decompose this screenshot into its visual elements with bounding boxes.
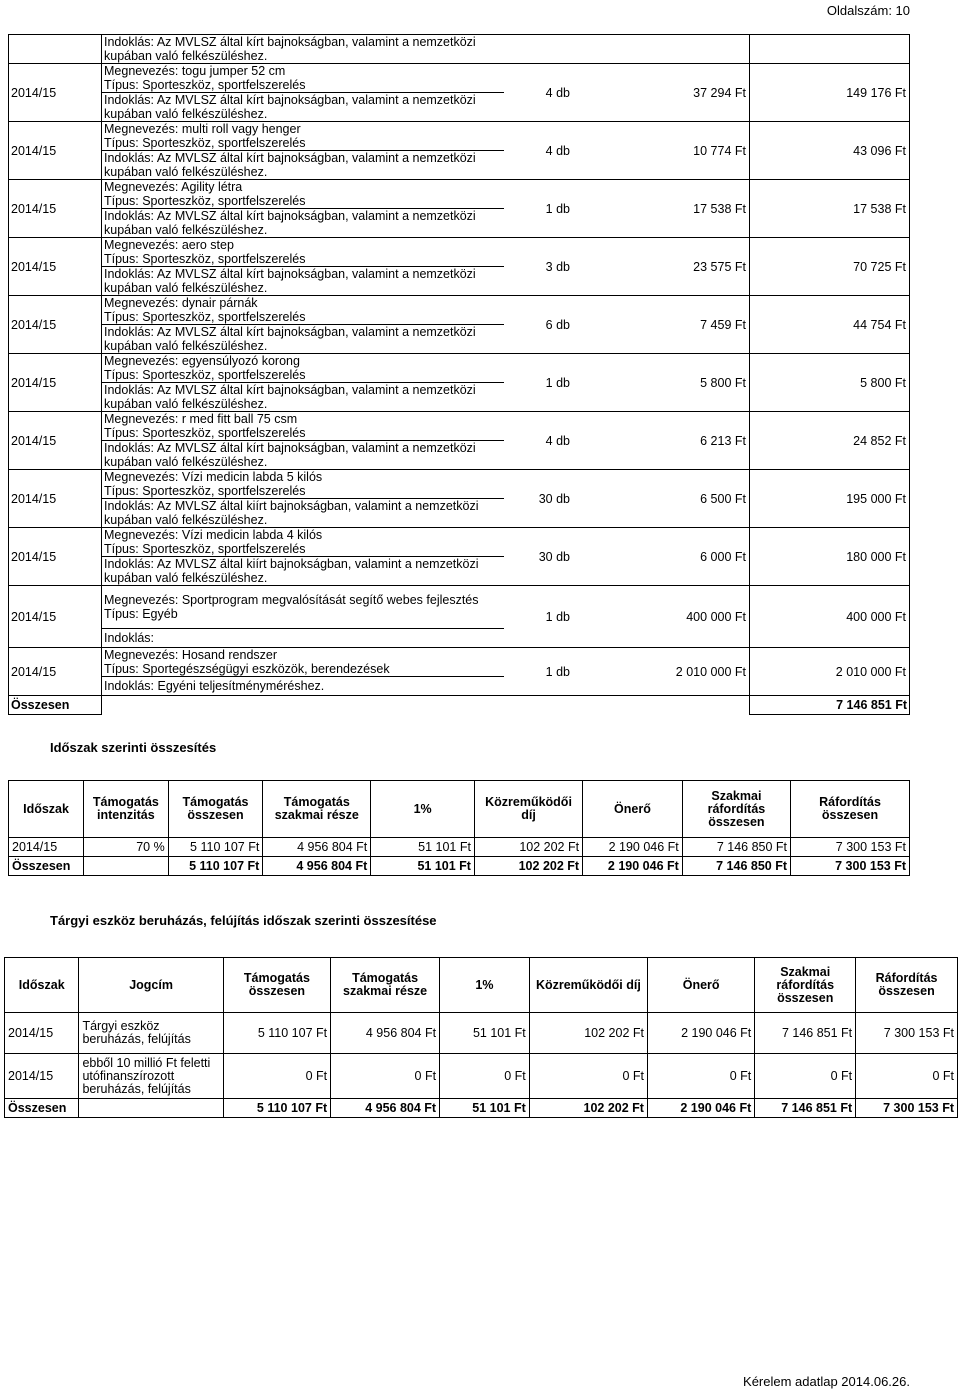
item-unit-price: 10 774 Ft xyxy=(578,122,750,180)
period-summary-header: 1% xyxy=(371,781,475,838)
asset-summary-cell: 0 Ft xyxy=(331,1054,440,1099)
period-summary-header: Támogatás összesen xyxy=(168,781,263,838)
period-summary-cell: 2 190 046 Ft xyxy=(583,838,683,857)
item-justification: Indoklás: Az MVLSZ által kírt bajnokságban, valamint a nemzetközi kupában való felkészüléshez. xyxy=(102,325,505,354)
item-unit-price: 6 500 Ft xyxy=(578,470,750,528)
asset-summary-cell: 2014/15 xyxy=(5,1054,79,1099)
asset-summary-cell: 2 190 046 Ft xyxy=(647,1013,754,1054)
item-justification: Indoklás: Az MVLSZ által kírt bajnokságban, valamint a nemzetközi kupában való felkészüléshez. xyxy=(102,383,505,412)
period-summary-total-row xyxy=(9,857,910,876)
item-type: Típus: Sporteszköz, sportfelszerelés xyxy=(104,310,306,324)
period-summary-header: Közreműködői díj xyxy=(474,781,582,838)
asset-summary-total-cell: 7 300 153 Ft xyxy=(856,1099,958,1118)
asset-summary-row xyxy=(5,1013,958,1054)
asset-summary-cell: 0 Ft xyxy=(647,1054,754,1099)
asset-summary-total-cell: 7 146 851 Ft xyxy=(755,1099,856,1118)
asset-summary-header: Ráfordítás összesen xyxy=(856,958,958,1013)
justification-row xyxy=(9,35,910,64)
item-period: 2014/15 xyxy=(9,586,102,648)
item-row xyxy=(9,586,910,629)
asset-summary-total-row xyxy=(5,1099,958,1118)
asset-summary-total-cell xyxy=(79,1099,223,1118)
asset-summary-total-cell: 102 202 Ft xyxy=(529,1099,647,1118)
asset-summary-header: Közreműködői díj xyxy=(529,958,647,1013)
asset-summary-cell: 4 956 804 Ft xyxy=(331,1013,440,1054)
item-period: 2014/15 xyxy=(9,412,102,470)
items-total-value: 7 146 851 Ft xyxy=(750,696,910,715)
period-summary-cell: 70 % xyxy=(84,838,169,857)
item-type: Típus: Egyéb xyxy=(104,607,178,621)
item-name: Megnevezés: togu jumper 52 cm xyxy=(104,64,286,78)
item-total: 2 010 000 Ft xyxy=(750,648,910,696)
item-name: Megnevezés: r med fitt ball 75 csm xyxy=(104,412,298,426)
item-type: Típus: Sporteszköz, sportfelszerelés xyxy=(104,426,306,440)
items-total-row xyxy=(9,696,910,715)
item-unit-price: 2 010 000 Ft xyxy=(578,648,750,696)
asset-summary-row xyxy=(5,1054,958,1099)
asset-summary-total-cell: 5 110 107 Ft xyxy=(223,1099,330,1118)
item-period: 2014/15 xyxy=(9,238,102,296)
asset-summary-cell: 7 146 851 Ft xyxy=(755,1013,856,1054)
asset-summary-total-cell: 4 956 804 Ft xyxy=(331,1099,440,1118)
item-total: 400 000 Ft xyxy=(750,586,910,648)
item-description xyxy=(102,122,505,151)
item-unit-price: 6 000 Ft xyxy=(578,528,750,586)
item-justification: Indoklás: xyxy=(102,629,505,648)
item-type: Típus: Sporteszköz, sportfelszerelés xyxy=(104,252,306,266)
asset-summary-header: Időszak xyxy=(5,958,79,1013)
item-type: Típus: Sporteszköz, sportfelszerelés xyxy=(104,542,306,556)
asset-summary-cell: 102 202 Ft xyxy=(529,1013,647,1054)
item-quantity: 1 db xyxy=(504,180,578,238)
item-description xyxy=(102,238,505,267)
item-description xyxy=(102,412,505,441)
asset-summary-cell: 7 300 153 Ft xyxy=(856,1013,958,1054)
item-period: 2014/15 xyxy=(9,354,102,412)
empty-cell xyxy=(750,35,910,64)
item-justification: Indoklás: Az MVLSZ által kírt bajnokságban, valamint a nemzetközi kupában való felkészüléshez. xyxy=(102,441,505,470)
asset-summary-header: 1% xyxy=(440,958,530,1013)
item-name: Megnevezés: egyensúlyozó korong xyxy=(104,354,300,368)
item-row xyxy=(9,648,910,677)
item-quantity: 1 db xyxy=(504,648,578,696)
item-period: 2014/15 xyxy=(9,180,102,238)
period-summary-total-cell: 5 110 107 Ft xyxy=(168,857,263,876)
item-period: 2014/15 xyxy=(9,64,102,122)
item-row xyxy=(9,470,910,499)
period-summary-cell: 7 146 850 Ft xyxy=(682,838,790,857)
asset-summary-header: Szakmai ráfordítás összesen xyxy=(755,958,856,1013)
item-quantity: 1 db xyxy=(504,586,578,648)
item-name: Megnevezés: Hosand rendszer xyxy=(104,648,278,662)
asset-summary-cell: 2014/15 xyxy=(5,1013,79,1054)
item-total: 44 754 Ft xyxy=(750,296,910,354)
period-summary-total-cell: 4 956 804 Ft xyxy=(263,857,371,876)
period-summary-total-cell: 7 146 850 Ft xyxy=(682,857,790,876)
item-quantity: 6 db xyxy=(504,296,578,354)
period-summary-total-cell: 2 190 046 Ft xyxy=(583,857,683,876)
period-summary-total-cell: 102 202 Ft xyxy=(474,857,582,876)
item-period: 2014/15 xyxy=(9,296,102,354)
item-justification: Indoklás: Az MVLSZ által kírt bajnokságban, valamint a nemzetközi kupában való felkészüléshez. xyxy=(102,151,505,180)
item-period: 2014/15 xyxy=(9,528,102,586)
asset-summary-cell: 0 Ft xyxy=(755,1054,856,1099)
period-summary-cell: 102 202 Ft xyxy=(474,838,582,857)
period-summary-title: Időszak szerinti összesítés xyxy=(50,740,217,755)
item-type: Típus: Sporteszköz, sportfelszerelés xyxy=(104,136,306,150)
empty-cell xyxy=(504,35,578,64)
items-table xyxy=(8,34,910,715)
item-total: 17 538 Ft xyxy=(750,180,910,238)
item-quantity: 4 db xyxy=(504,122,578,180)
period-summary-header: Időszak xyxy=(9,781,84,838)
item-name: Megnevezés: multi roll vagy henger xyxy=(104,122,301,136)
period-summary-cell: 4 956 804 Ft xyxy=(263,838,371,857)
asset-summary-cell: 0 Ft xyxy=(529,1054,647,1099)
item-justification: Indoklás: Az MVLSZ által kírt bajnokságban, valamint a nemzetközi kupában való felkészüléshez. xyxy=(102,209,505,238)
item-type: Típus: Sporteszköz, sportfelszerelés xyxy=(104,368,306,382)
item-name: Megnevezés: Agility létra xyxy=(104,180,243,194)
item-justification: Indoklás: Egyéni teljesítményméréshez. xyxy=(102,677,505,696)
item-total: 5 800 Ft xyxy=(750,354,910,412)
period-summary-total-cell: Összesen xyxy=(9,857,84,876)
item-total: 195 000 Ft xyxy=(750,470,910,528)
item-total: 180 000 Ft xyxy=(750,528,910,586)
item-name: Megnevezés: Sportprogram megvalósítását segítő webes fejlesztés xyxy=(104,593,479,607)
item-quantity: 4 db xyxy=(504,412,578,470)
asset-summary-total-cell: Összesen xyxy=(5,1099,79,1118)
item-unit-price: 6 213 Ft xyxy=(578,412,750,470)
period-cell xyxy=(9,35,102,64)
item-description xyxy=(102,648,505,677)
item-type: Típus: Sportegészségügyi eszközök, berendezések xyxy=(104,662,390,676)
asset-summary-cell: 0 Ft xyxy=(856,1054,958,1099)
empty-cell xyxy=(102,696,750,715)
item-quantity: 3 db xyxy=(504,238,578,296)
item-row xyxy=(9,528,910,557)
item-unit-price: 23 575 Ft xyxy=(578,238,750,296)
period-summary-header: Szakmai ráfordítás összesen xyxy=(682,781,790,838)
item-period: 2014/15 xyxy=(9,122,102,180)
period-summary-header: Ráfordítás összesen xyxy=(791,781,910,838)
asset-summary-cell: ebből 10 millió Ft feletti utófinanszírozott beruházás, felújítás xyxy=(79,1054,223,1099)
item-period: 2014/15 xyxy=(9,648,102,696)
asset-summary-header: Támogatás szakmai része xyxy=(331,958,440,1013)
period-summary-total-cell: 7 300 153 Ft xyxy=(791,857,910,876)
period-summary-table xyxy=(8,780,910,876)
item-name: Megnevezés: aero step xyxy=(104,238,234,252)
item-total: 43 096 Ft xyxy=(750,122,910,180)
period-summary-row xyxy=(9,838,910,857)
asset-summary-header: Támogatás összesen xyxy=(223,958,330,1013)
justification-text: Indoklás: Az MVLSZ által kírt bajnokságban, valamint a nemzetközi kupában való felkészüléshez. xyxy=(102,35,505,64)
item-unit-price: 5 800 Ft xyxy=(578,354,750,412)
period-summary-header: Támogatás intenzitás xyxy=(84,781,169,838)
asset-summary-total-cell: 2 190 046 Ft xyxy=(647,1099,754,1118)
asset-summary-title: Tárgyi eszköz beruházás, felújítás időszak szerinti összesítése xyxy=(50,913,437,928)
asset-summary-cell: 51 101 Ft xyxy=(440,1013,530,1054)
item-name: Megnevezés: dynair párnák xyxy=(104,296,258,310)
item-total: 24 852 Ft xyxy=(750,412,910,470)
item-type: Típus: Sporteszköz, sportfelszerelés xyxy=(104,484,306,498)
item-row xyxy=(9,412,910,441)
item-description xyxy=(102,528,505,557)
item-justification: Indoklás: Az MVLSZ által kírt bajnokságban, valamint a nemzetközi kupában való felkészüléshez. xyxy=(102,267,505,296)
period-summary-cell: 2014/15 xyxy=(9,838,84,857)
asset-summary-header: Önerő xyxy=(647,958,754,1013)
item-row xyxy=(9,180,910,209)
period-summary-cell: 7 300 153 Ft xyxy=(791,838,910,857)
empty-cell xyxy=(578,35,750,64)
item-row xyxy=(9,296,910,325)
item-justification: Indoklás: Az MVLSZ által kírt bajnokságban, valamint a nemzetközi kupában való felkészüléshez. xyxy=(102,93,505,122)
footer-text: Kérelem adatlap 2014.06.26. xyxy=(743,1374,910,1389)
item-row xyxy=(9,64,910,93)
item-quantity: 1 db xyxy=(504,354,578,412)
item-row xyxy=(9,122,910,151)
item-name: Megnevezés: Vízi medicin labda 5 kilós xyxy=(104,470,323,484)
item-description xyxy=(102,354,505,383)
item-row xyxy=(9,238,910,267)
item-unit-price: 37 294 Ft xyxy=(578,64,750,122)
item-description xyxy=(102,586,505,629)
item-quantity: 30 db xyxy=(504,528,578,586)
item-type: Típus: Sporteszköz, sportfelszerelés xyxy=(104,78,306,92)
item-unit-price: 400 000 Ft xyxy=(578,586,750,648)
item-description xyxy=(102,64,505,93)
item-period: 2014/15 xyxy=(9,470,102,528)
item-unit-price: 7 459 Ft xyxy=(578,296,750,354)
item-name: Megnevezés: Vízi medicin labda 4 kilós xyxy=(104,528,323,542)
item-unit-price: 17 538 Ft xyxy=(578,180,750,238)
item-quantity: 4 db xyxy=(504,64,578,122)
period-summary-header: Önerő xyxy=(583,781,683,838)
asset-summary-table xyxy=(4,957,958,1118)
item-row xyxy=(9,354,910,383)
item-type: Típus: Sporteszköz, sportfelszerelés xyxy=(104,194,306,208)
asset-summary-total-cell: 51 101 Ft xyxy=(440,1099,530,1118)
period-summary-header: Támogatás szakmai része xyxy=(263,781,371,838)
item-total: 70 725 Ft xyxy=(750,238,910,296)
asset-summary-cell: 0 Ft xyxy=(440,1054,530,1099)
period-summary-cell: 51 101 Ft xyxy=(371,838,475,857)
period-summary-total-cell xyxy=(84,857,169,876)
item-total: 149 176 Ft xyxy=(750,64,910,122)
period-summary-cell: 5 110 107 Ft xyxy=(168,838,263,857)
item-justification: Indoklás: Az MVLSZ által kiírt bajnokságban, valamint a nemzetközi kupában való felkészüléshez. xyxy=(102,557,505,586)
item-description xyxy=(102,296,505,325)
asset-summary-cell: Tárgyi eszköz beruházás, felújítás xyxy=(79,1013,223,1054)
item-description xyxy=(102,470,505,499)
items-total-label: Összesen xyxy=(9,696,102,715)
period-summary-total-cell: 51 101 Ft xyxy=(371,857,475,876)
asset-summary-cell: 0 Ft xyxy=(223,1054,330,1099)
asset-summary-cell: 5 110 107 Ft xyxy=(223,1013,330,1054)
item-justification: Indoklás: Az MVLSZ által kiírt bajnokságban, valamint a nemzetközi kupában való felkészüléshez. xyxy=(102,499,505,528)
page-number: Oldalszám: 10 xyxy=(826,3,910,18)
item-quantity: 30 db xyxy=(504,470,578,528)
asset-summary-header: Jogcím xyxy=(79,958,223,1013)
item-description xyxy=(102,180,505,209)
